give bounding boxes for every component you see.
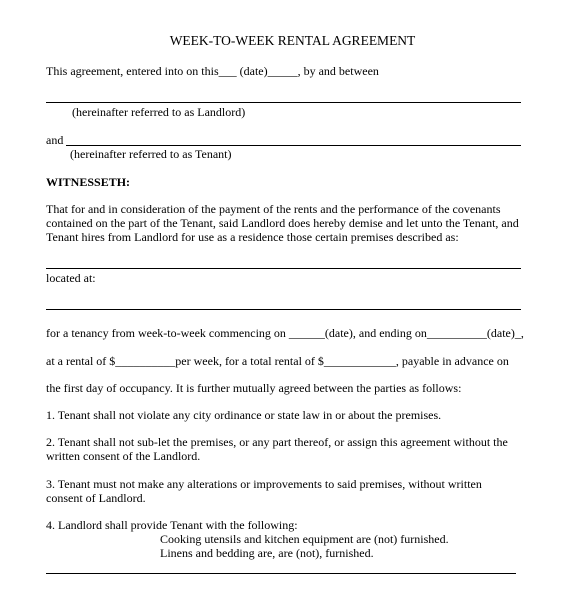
occupancy-line: the first day of occupancy. It is further mutually agreed between the parties as follows: bbox=[46, 381, 462, 395]
clause-2-line-1: 2. Tenant shall not sub-let the premises, or any part thereof, or assign this agreement without the bbox=[46, 435, 508, 449]
intro-line: This agreement, entered into on this___ (date)_____, by and between bbox=[46, 64, 379, 78]
furnish-other-line bbox=[46, 573, 516, 574]
clause-4: 4. Landlord shall provide Tenant with the following: bbox=[46, 518, 298, 532]
consideration-line-3: Tenant hires from Landlord for use as a residence those certain premises described as: bbox=[46, 230, 459, 244]
and-label: and bbox=[46, 133, 64, 147]
clause-2-line-2: written consent of the Landlord. bbox=[46, 449, 201, 463]
landlord-name-line bbox=[46, 102, 521, 103]
premises-description-line bbox=[46, 268, 521, 269]
consideration-line-2: contained on the part of the Tenant, said Landlord does hereby demise and let unto the Tenant, and bbox=[46, 216, 519, 230]
tenant-note: (hereinafter referred to as Tenant) bbox=[70, 147, 232, 161]
furnish-item-1: Cooking utensils and kitchen equipment are (not) furnished. bbox=[160, 532, 449, 546]
furnish-item-2: Linens and bedding are, are (not), furnished. bbox=[160, 546, 374, 560]
document-title: WEEK-TO-WEEK RENTAL AGREEMENT bbox=[169, 33, 416, 48]
consideration-line-1: That for and in consideration of the payment of the rents and the performance of the covenants bbox=[46, 202, 501, 216]
clause-1: 1. Tenant shall not violate any city ordinance or state law in or about the premises. bbox=[46, 408, 442, 422]
witnesseth-heading: WITNESSETH: bbox=[46, 175, 131, 189]
located-at-label: located at: bbox=[46, 271, 96, 285]
tenant-name-line bbox=[66, 145, 521, 146]
clause-3-line-1: 3. Tenant must not make any alterations or improvements to said premises, without written bbox=[46, 477, 482, 491]
clause-3-line-2: consent of Landlord. bbox=[46, 491, 146, 505]
landlord-note: (hereinafter referred to as Landlord) bbox=[72, 105, 246, 119]
rental-line: at a rental of $__________per week, for a total rental of $____________, payable in advance on bbox=[46, 354, 509, 368]
tenancy-line: for a tenancy from week-to-week commencing on ______(date), and ending on__________(date)_, bbox=[46, 326, 524, 340]
location-line bbox=[46, 309, 521, 310]
